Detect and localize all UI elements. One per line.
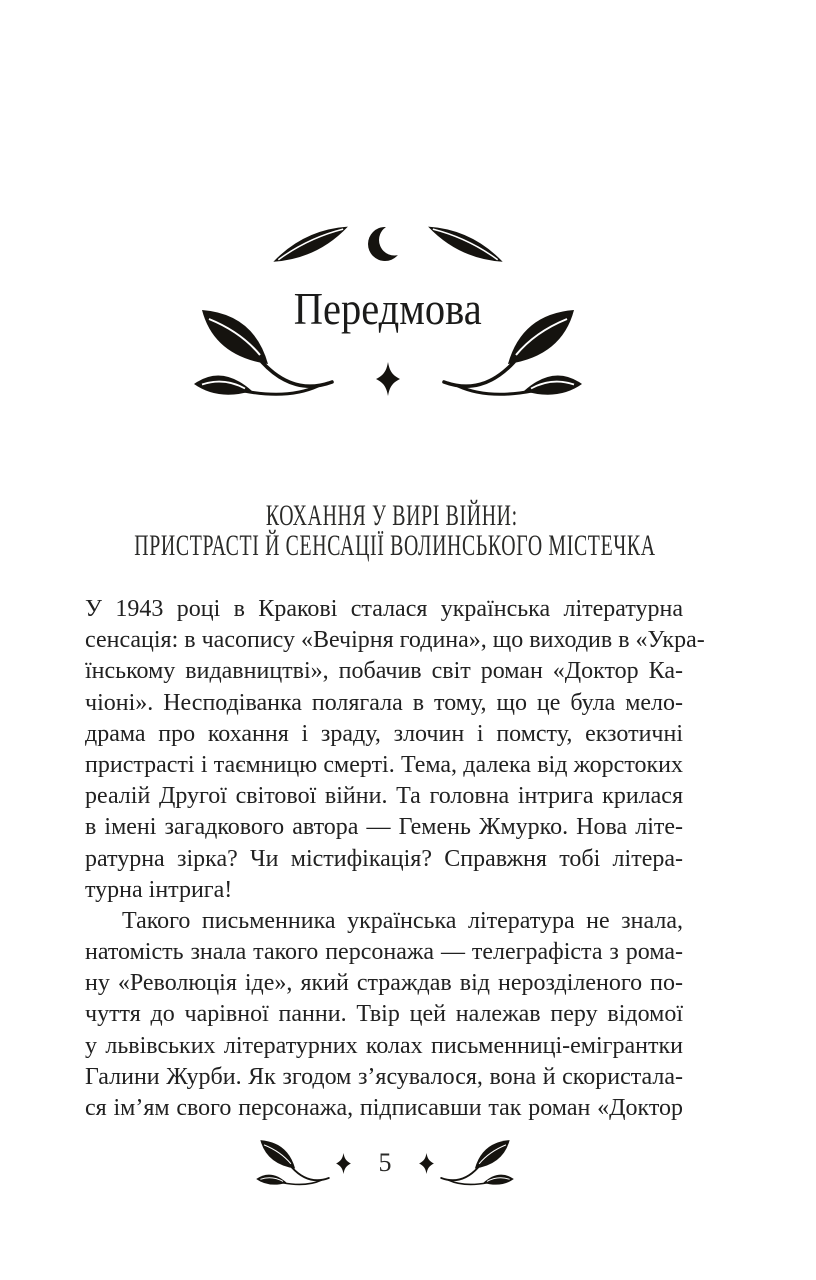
text-line: сенсація: в часопису «Вечірня година», що виходив в «Укра- <box>85 627 705 654</box>
leaf-icon <box>421 217 509 272</box>
text-line: натомість знала такого персонажа — телеграфіста з рома- <box>85 939 683 966</box>
leaf-icon <box>267 217 355 272</box>
text-line: турна інтрига! <box>85 876 233 903</box>
text-line: чуття до чарівної панни. Твір цей належав перу відомої <box>85 1001 683 1028</box>
section-heading <box>0 501 784 560</box>
four-pointed-star-icon <box>419 1153 434 1174</box>
heading-line-2: ПРИСТРАСТІ Й СЕНСАЦІЇ ВОЛИНСЬКОГО МІСТЕЧКА <box>134 528 656 562</box>
text-line: Такого письменника українська література не знала, <box>122 907 683 934</box>
text-line: пристрасті і таємницю смерті. Тема, далека від жорстоких <box>85 751 683 778</box>
leaf-sprig-icon <box>440 1138 514 1188</box>
text-line: в імені загадкового автора — Гемень Жмурко. Нова літе- <box>85 814 683 841</box>
text-line: їнському видавництві», побачив світ роман «Доктор Ка- <box>85 658 683 685</box>
text-line: ратурна зірка? Чи містифікація? Справжня тобі літера- <box>85 845 683 872</box>
chapter-ornament <box>178 222 598 407</box>
text-line: чіоні». Несподіванка полягала в тому, що це була мело- <box>85 689 683 716</box>
text-line: реалій Другої світової війни. Та головна інтрига крилася <box>85 783 683 810</box>
four-pointed-star-icon <box>376 362 400 396</box>
page-number: 5 <box>378 1148 392 1177</box>
leaf-sprig-icon <box>194 306 334 401</box>
text-line: У 1943 році в Кракові сталася українська літературна <box>85 596 683 622</box>
body-text <box>85 594 705 1124</box>
page-footer <box>256 1138 514 1188</box>
chapter-title-text: Передмова <box>294 283 482 334</box>
leaf-sprig-icon <box>442 306 582 401</box>
text-line: ся ім’ям свого персонажа, підписавши так роман «Доктор <box>85 1095 683 1121</box>
text-line: у львівських літературних колах письменниці-емігрантки <box>85 1032 683 1059</box>
crescent-moon-icon <box>368 224 408 264</box>
text-line: ну «Революція іде», який страждав від нерозділеного по- <box>85 970 683 997</box>
heading-line-1: КОХАННЯ У ВИРІ ВІЙНИ: <box>266 499 518 532</box>
leaf-sprig-icon <box>256 1138 330 1188</box>
text-line: Галини Журби. Як згодом з’ясувалося, вона й скористала- <box>85 1063 683 1090</box>
text-line: драма про кохання і зраду, злочин і помсту, екзотичні <box>85 720 683 747</box>
four-pointed-star-icon <box>336 1153 351 1174</box>
